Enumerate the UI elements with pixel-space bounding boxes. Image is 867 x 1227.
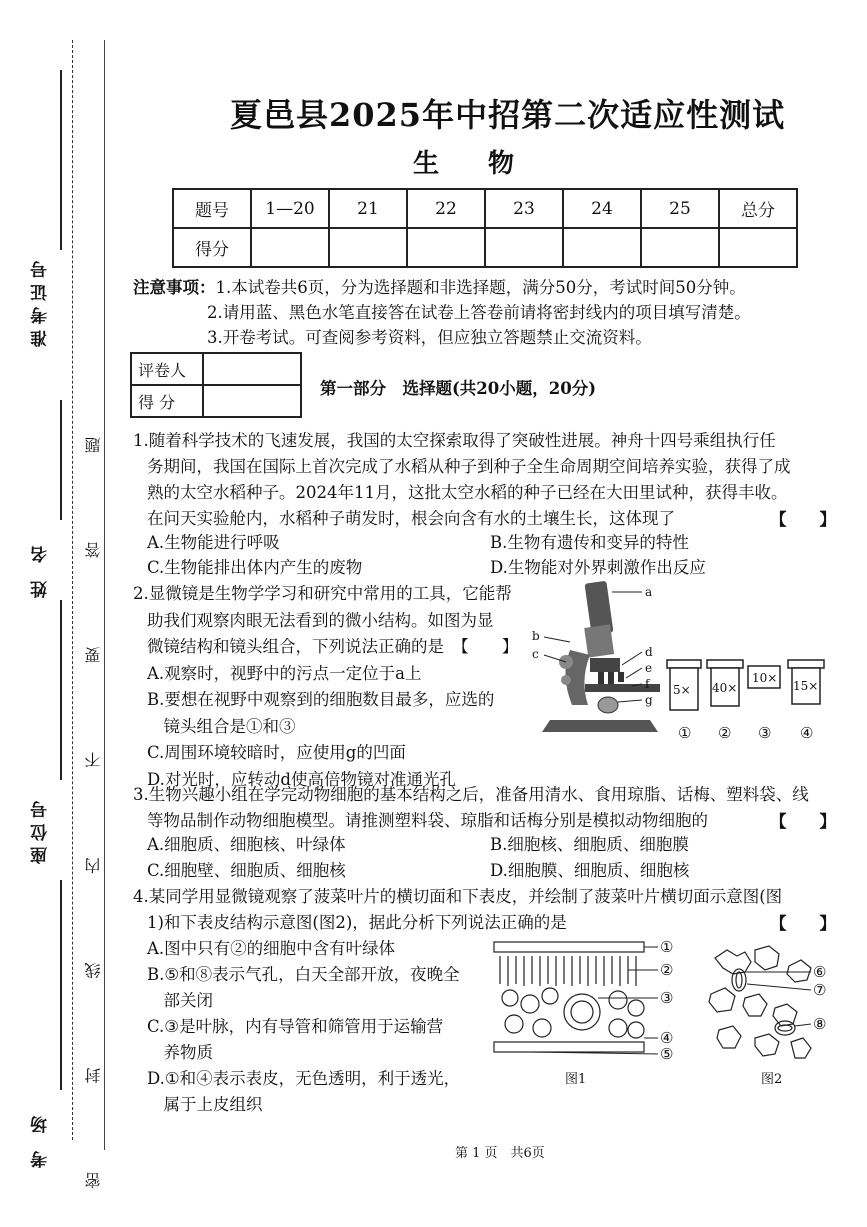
score-cell: 22 xyxy=(407,189,485,228)
figure-label: ① xyxy=(660,938,674,956)
note-item: 2.请用蓝、黑色水笔直接答在试卷上答卷前请将密封线内的项目填写清楚。 xyxy=(207,303,751,322)
note-item: 3.开卷考试。可查阅参考资料，但应独立答题禁止交流资料。 xyxy=(207,328,652,347)
lens-number: ② xyxy=(718,724,732,742)
option: D.①和④表示表皮，无色透明，利于透光， xyxy=(147,1069,461,1088)
figure-caption: 图2 xyxy=(761,1072,783,1087)
option: A.生物能进行呼吸 xyxy=(147,533,280,552)
figure-label: f xyxy=(645,677,650,691)
question-line: 熟的太空水稻种子。2024年11月，这批太空水稻的种子已经在大田里试种，获得丰收。 xyxy=(147,483,788,502)
question-line: 1.随着科学技术的飞速发展，我国的太空探索取得了突破性进展。神舟十四号乘组执行任 xyxy=(133,431,776,450)
lens-label: 15× xyxy=(793,679,819,693)
exam-no-underline xyxy=(60,70,62,250)
score-blank[interactable] xyxy=(563,228,641,267)
figure-label: ② xyxy=(660,961,674,979)
option-continued: 属于上皮组织 xyxy=(147,1095,263,1114)
figure-label: ③ xyxy=(660,989,674,1007)
lens-1 xyxy=(667,660,701,742)
option: A.细胞质、细胞核、叶绿体 xyxy=(147,835,346,854)
seal-instruction: 密 封 线 内 不 要 答 题 xyxy=(84,395,103,1189)
score-cell: 23 xyxy=(485,189,563,228)
score-row-label: 得分 xyxy=(173,228,251,267)
option: A.图中只有②的细胞中含有叶绿体 xyxy=(147,939,396,958)
figure-label: d xyxy=(645,645,653,659)
note-item: 1.本试卷共6页，分为选择题和非选择题，满分50分，考试时间50分钟。 xyxy=(215,278,746,297)
option: C.生物能排出体内产生的废物 xyxy=(147,558,363,577)
exam-room-underline xyxy=(60,880,62,1090)
leaf-cross-section-figure xyxy=(490,938,705,1090)
option: C.③是叶脉，内有导管和筛管用于运输营 xyxy=(147,1017,444,1036)
lens-label: 10× xyxy=(752,671,778,685)
seat-underline xyxy=(60,600,62,780)
score-cell: 1—20 xyxy=(251,189,329,228)
score-blank[interactable] xyxy=(251,228,329,267)
microscope-figure xyxy=(530,580,845,750)
lens-3 xyxy=(748,666,780,742)
option: D.对光时，应转动d使高倍物镜对准通光孔 xyxy=(147,769,456,789)
score-table-score-row xyxy=(173,228,797,267)
page-footer: 第 1 页 共6页 xyxy=(455,1146,545,1161)
name-underline xyxy=(60,400,62,520)
question-1 xyxy=(133,428,791,532)
question-line: 微镜结构和镜头组合，下列说法正确的是 【 】 xyxy=(147,637,519,656)
figure-label: a xyxy=(645,585,653,599)
part-one-heading: 第一部分 选择题(共20小题，20分) xyxy=(320,379,597,398)
lens-2 xyxy=(707,660,743,742)
question-2 xyxy=(133,581,518,793)
score-blank[interactable] xyxy=(719,228,797,267)
question-line: 助我们观察肉眼无法看到的微小结构。如图为显 xyxy=(147,610,494,630)
lens-number: ④ xyxy=(800,724,814,742)
score-table xyxy=(172,188,798,268)
figure-label: ④ xyxy=(660,1029,674,1047)
notes-label: 注意事项： xyxy=(133,278,216,297)
option: A.观察时，视野中的污点一定位于a上 xyxy=(147,663,422,683)
microscope-icon xyxy=(542,581,660,732)
grader-table xyxy=(130,352,302,418)
question-line: 等物品制作动物细胞模型。请推测塑料袋、琼脂和话梅分别是模拟动物细胞的 xyxy=(147,811,708,830)
lower-epidermis-figure xyxy=(705,938,845,1090)
score-blank[interactable] xyxy=(485,228,563,267)
option: B.要想在视野中观察到的细胞数目最多，应选的 xyxy=(147,690,495,709)
option: C.细胞壁、细胞质、细胞核 xyxy=(147,861,346,880)
name-label: 姓名 xyxy=(31,528,51,598)
question-4-options xyxy=(147,936,460,1118)
answer-bracket[interactable]: 【 】 xyxy=(770,914,836,933)
option: D.生物能对外界刺激作出反应 xyxy=(490,558,706,577)
score-cell: 24 xyxy=(563,189,641,228)
figure-label: ⑤ xyxy=(660,1045,674,1063)
figure-label: e xyxy=(645,661,653,675)
question-3 xyxy=(133,782,809,834)
subject-title: 生 物 xyxy=(413,149,535,179)
figure-label: b xyxy=(532,629,540,643)
score-blank[interactable] xyxy=(407,228,485,267)
lens-label: 40× xyxy=(712,681,738,695)
score-cell: 21 xyxy=(329,189,407,228)
option: B.细胞核、细胞质、细胞膜 xyxy=(490,835,689,854)
binding-margin xyxy=(0,0,120,1227)
lens-number: ① xyxy=(678,724,692,742)
figure-caption: 图1 xyxy=(565,1072,587,1087)
answer-bracket[interactable]: 【 】 xyxy=(770,812,836,831)
exam-room-label: 考场 xyxy=(31,1098,51,1168)
exam-notes xyxy=(133,275,751,350)
figure-label: ⑧ xyxy=(813,1015,827,1033)
score-blank[interactable] xyxy=(641,228,719,267)
option: B.生物有遗传和变异的特性 xyxy=(490,533,689,552)
option-continued: 镜头组合是①和③ xyxy=(147,716,296,736)
answer-bracket[interactable]: 【 】 xyxy=(770,510,836,529)
score-cell: 总分 xyxy=(719,189,797,228)
figure-label: ⑥ xyxy=(813,963,827,981)
option: D.细胞膜、细胞质、细胞核 xyxy=(490,861,690,880)
reviewer-blank[interactable] xyxy=(203,353,301,385)
option-continued: 部关闭 xyxy=(147,991,213,1010)
grader-score-blank[interactable] xyxy=(203,385,301,417)
lens-label: 5× xyxy=(673,683,691,697)
exam-title: 夏邑县2025年中招第二次适应性测试 xyxy=(230,96,786,134)
seal-dashed-line xyxy=(72,40,73,1140)
score-blank[interactable] xyxy=(329,228,407,267)
figure-label: c xyxy=(532,647,539,661)
grader-score-label: 得 分 xyxy=(131,385,203,417)
question-line: 3.生物兴趣小组在学完动物细胞的基本结构之后，准备用清水、食用琼脂、话梅、塑料袋、线 xyxy=(133,785,809,804)
option: C.周围环境较暗时，应使用g的凹面 xyxy=(147,743,406,762)
figure-label: g xyxy=(645,693,653,707)
score-table-header-row xyxy=(173,189,797,228)
lens-number: ③ xyxy=(758,724,772,742)
exam-no-label: 准考证号 xyxy=(31,255,51,347)
question-line: 2.显微镜是生物学学习和研究中常用的工具，它能帮 xyxy=(133,584,512,603)
reviewer-label: 评卷人 xyxy=(131,353,203,385)
question-line: 务期间，我国在国际上首次完成了水稻从种子到种子全生命周期空间培养实验，获得了成 xyxy=(147,457,791,476)
option-continued: 养物质 xyxy=(147,1043,213,1062)
question-line: 4.某同学用显微镜观察了菠菜叶片的横切面和下表皮，并绘制了菠菜叶片横切面示意图(图 xyxy=(133,887,783,906)
seat-label: 座位号 xyxy=(31,795,51,864)
option: B.⑤和⑧表示气孔，白天全部开放，夜晚全 xyxy=(147,965,460,984)
question-4 xyxy=(133,884,782,936)
score-cell: 25 xyxy=(641,189,719,228)
score-cell: 题号 xyxy=(173,189,251,228)
question-line: 1)和下表皮结构示意图(图2)，据此分析下列说法正确的是 xyxy=(147,913,567,932)
figure-label: ⑦ xyxy=(813,981,827,999)
question-line: 在问天实验舱内，水稻种子萌发时，根会向含有水的土壤生长，这体现了 xyxy=(147,509,675,528)
lens-4 xyxy=(788,660,824,742)
